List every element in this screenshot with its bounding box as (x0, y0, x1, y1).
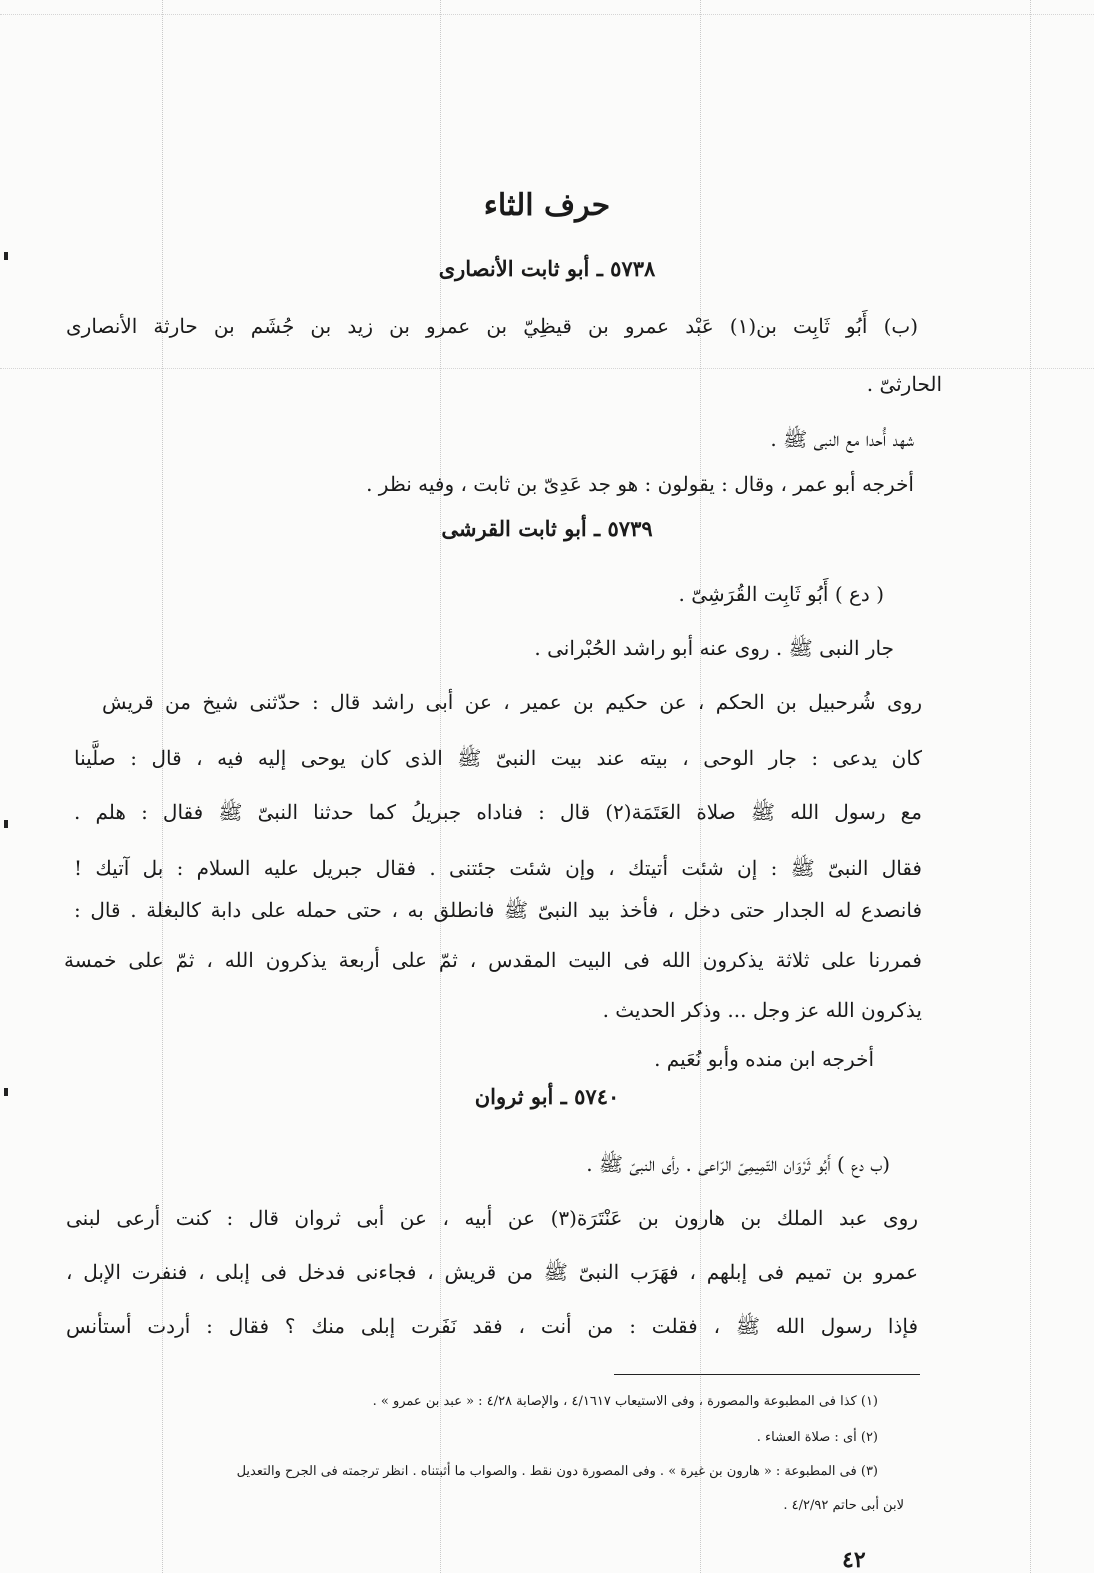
text-line: (ب دع ) أَبُو ثَرْوَان التّمِيمِىّ الرّاعى . رأى النبىّ ﷺ . (586, 1152, 890, 1176)
scan-edge-mark (4, 820, 8, 828)
scan-guide-line (0, 14, 1094, 15)
text-line: فقال النبىّ ﷺ : إن شئت أتيتك ، وإن شئت جئتنى . فقال جبريل عليه السلام : بل آتيك ! (74, 856, 922, 880)
scan-guide-line (0, 368, 1094, 369)
entry-heading: ٥٧٤٠ ـ أبو ثروان (474, 1084, 620, 1109)
footnote: (٢) أى : صلاة العشاء . (756, 1430, 878, 1445)
text-line: كان يدعى : جار الوحى ، بيته عند بيت النبىّ ﷺ الذى كان يوحى إليه فيه ، قال : صلَّينا (74, 746, 922, 770)
text-line: شهد أُحدا مع النبى ﷺ . (770, 427, 914, 451)
text-line: (ب) أَبُو ثَابِت بن(١) عَبْد عمرو بن قيظِيّ بن عمرو بن زيد بن جُشَم بن حارثة الأنصارى (66, 314, 919, 338)
scan-guide-line (1030, 0, 1031, 1573)
footnote: لابن أبى حاتم ٤/٢/٩٢ . (783, 1498, 904, 1513)
footnote: (١) كذا فى المطبوعة والمصورة ، وفى الاستيعاب ٤/١٦١٧ ، والإصابة ٤/٢٨ : « عبد بن عمرو » . (372, 1394, 878, 1409)
text-line: ( دع ) أَبُو ثَابِت القُرَشِىّ . (678, 582, 884, 606)
text-line: يذكرون الله عز وجل ... وذكر الحديث . (602, 998, 922, 1022)
page-number: ٤٢ (842, 1547, 866, 1573)
text-line: جار النبى ﷺ . روى عنه أبو راشد الحُبْرانى . (534, 636, 894, 660)
text-line: عمرو بن تميم فى إبلهم ، فهَرَب النبىّ ﷺ من قريش ، فجاءنى فدخل فى إبلى ، فنفرت الإبل ، (66, 1260, 919, 1284)
footnote: (٣) فى المطبوعة : « هارون بن غيرة » . وفى المصورة دون نقط . والصواب ما أثبتناه . انظر ترجمته فى الجرح والتعديل (236, 1464, 878, 1479)
text-line: الحارثىّ . (866, 372, 942, 396)
text-line: فانصدع له الجدار حتى دخل ، فأخذ بيد النبىّ ﷺ فانطلق به ، حتى حمله على دابة كالبغلة . قال : (74, 898, 923, 922)
text-line: روى عبد الملك بن هارون بن عَنْتَرَة(٣) عن أبيه ، عن أبى ثروان قال : كنت أرعى لبنى (66, 1206, 918, 1230)
text-line: روى شُرحبيل بن الحكم ، عن حكيم بن عمير ، عن أبى راشد قال : حدّثنى شيخ من قريش (102, 690, 922, 714)
text-line: أخرجه أبو عمر ، وقال : يقولون : هو جد عَدِىّ بن ثابت ، وفيه نظر . (366, 472, 914, 496)
entry-heading: ٥٧٣٩ ـ أبو ثابت القرشى (441, 516, 653, 541)
entry-heading: ٥٧٣٨ ـ أبو ثابت الأنصارى (438, 256, 656, 281)
text-line: فإذا رسول الله ﷺ ، فقلت : من أنت ، فقد نَفَرت إبلى منك ؟ فقال : أردت أستأنس (66, 1314, 918, 1338)
chapter-title: حرف الثاء (483, 188, 611, 223)
text-line: مع رسول الله ﷺ صلاة العَتَمَة(٢) قال : فناداه جبريلُ كما حدثنا النبىّ ﷺ فقال : هلم . (74, 800, 922, 824)
footnote-separator (614, 1374, 920, 1375)
text-line: فمررنا على ثلاثة يذكرون الله فى البيت المقدس ، ثمّ على أربعة يذكرون الله ، ثمّ على خمسة (64, 948, 922, 972)
text-line: أخرجه ابن منده وأبو نُعَيم . (654, 1047, 874, 1071)
